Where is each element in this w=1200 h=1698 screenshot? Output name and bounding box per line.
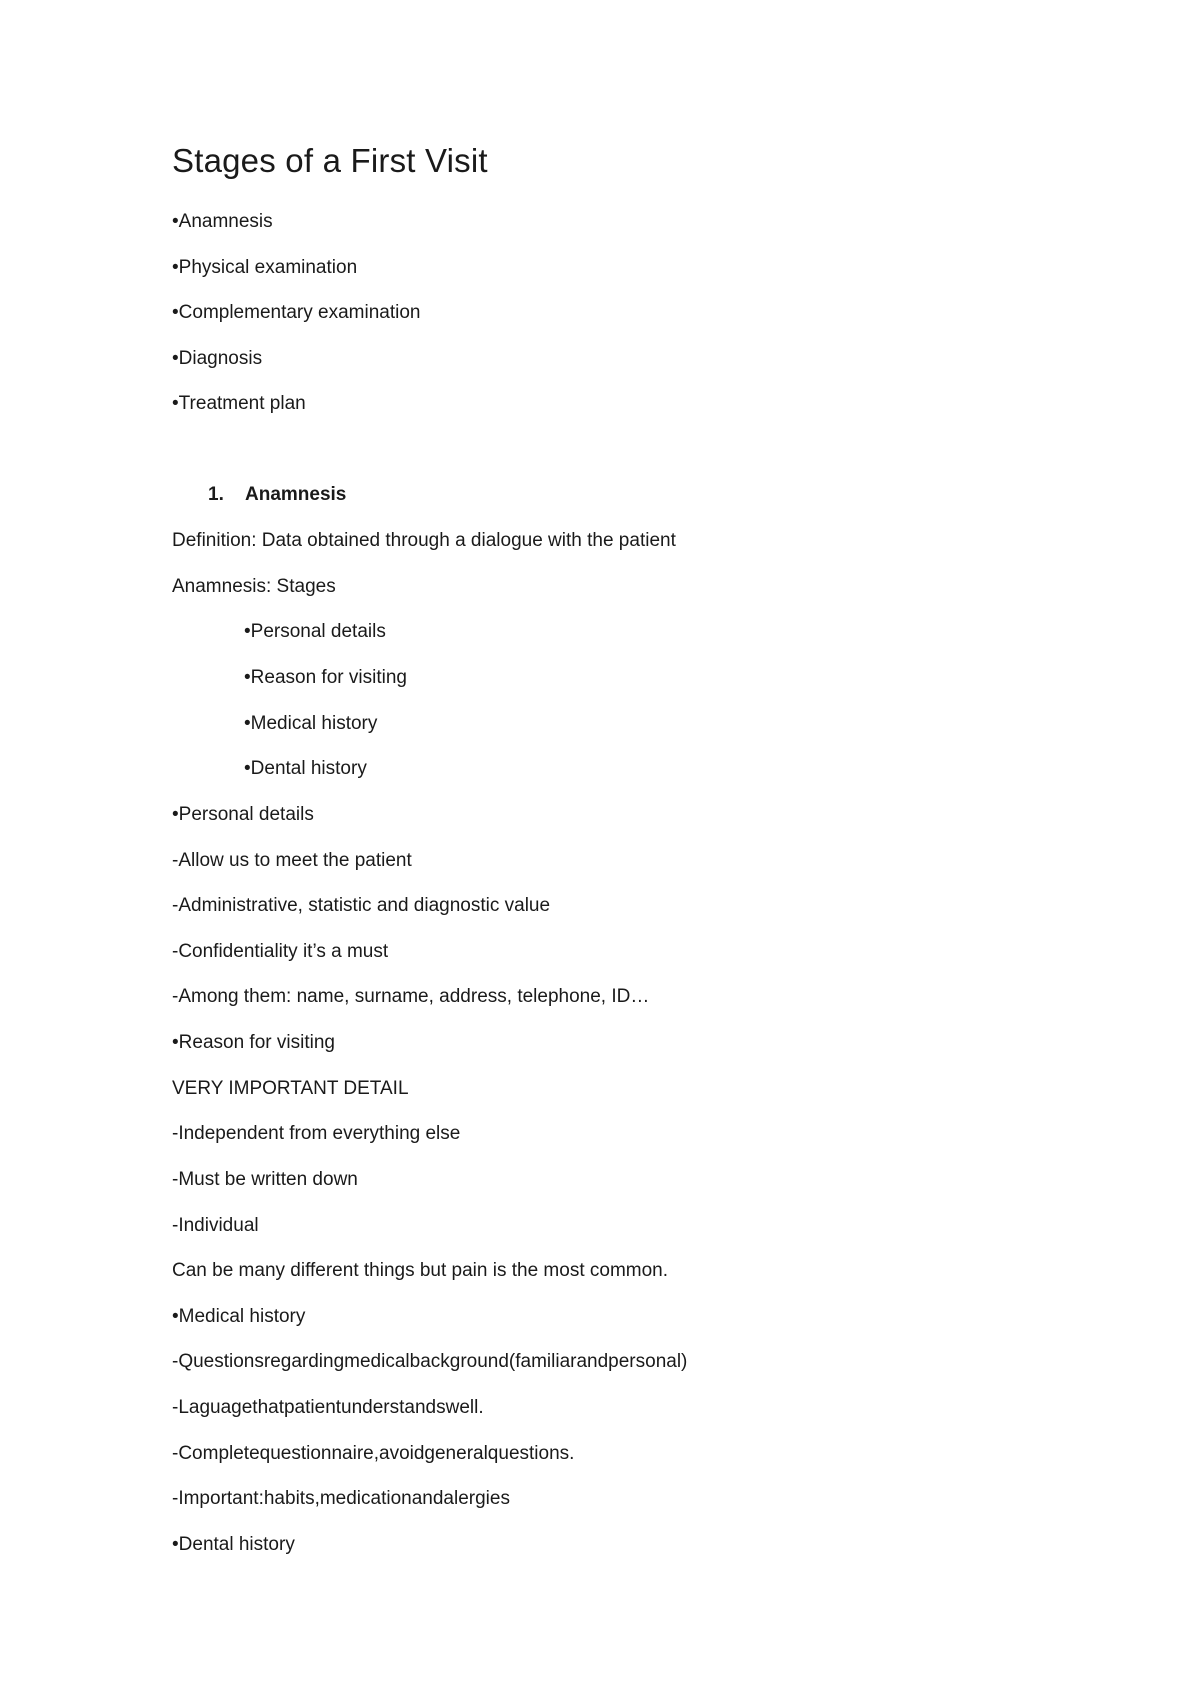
reason-heading: •Reason for visiting [172, 1032, 335, 1053]
reason-note: VERY IMPORTANT DETAIL [172, 1078, 409, 1099]
anamnesis-stage-item: •Medical history [244, 713, 378, 734]
anamnesis-stage-item: •Reason for visiting [244, 667, 407, 688]
medical-history-item: -Important:habits,medicationandalergies [172, 1488, 510, 1509]
medical-history-item: -Completequestionnaire,avoidgeneralquestions. [172, 1443, 575, 1464]
personal-details-heading: •Personal details [172, 804, 314, 825]
stages-label: Anamnesis: Stages [172, 576, 336, 597]
personal-details-item: -Allow us to meet the patient [172, 850, 412, 871]
definition-text: Definition: Data obtained through a dialogue with the patient [172, 530, 676, 551]
page-title: Stages of a First Visit [172, 142, 488, 179]
stage-item: •Anamnesis [172, 211, 273, 232]
stage-item: •Physical examination [172, 257, 358, 278]
section-number: 1. [208, 484, 224, 505]
reason-item: -Must be written down [172, 1169, 358, 1190]
personal-details-item: -Confidentiality it’s a must [172, 941, 389, 962]
section-heading: Anamnesis [245, 484, 347, 505]
stage-item: •Diagnosis [172, 348, 263, 369]
personal-details-item: -Administrative, statistic and diagnostic value [172, 895, 551, 916]
reason-item: -Individual [172, 1215, 259, 1236]
personal-details-item: -Among them: name, surname, address, telephone, ID… [172, 986, 650, 1007]
dental-history-heading: •Dental history [172, 1534, 295, 1555]
reason-item: -Independent from everything else [172, 1123, 461, 1144]
reason-summary: Can be many different things but pain is the most common. [172, 1260, 669, 1281]
anamnesis-stage-item: •Personal details [244, 621, 386, 642]
medical-history-item: -Laguagethatpatientunderstandswell. [172, 1397, 484, 1418]
stage-item: •Complementary examination [172, 302, 421, 323]
anamnesis-stage-item: •Dental history [244, 758, 367, 779]
medical-history-heading: •Medical history [172, 1306, 306, 1327]
medical-history-item: -Questionsregardingmedicalbackground(familiarandpersonal) [172, 1351, 688, 1372]
stage-item: •Treatment plan [172, 393, 306, 414]
